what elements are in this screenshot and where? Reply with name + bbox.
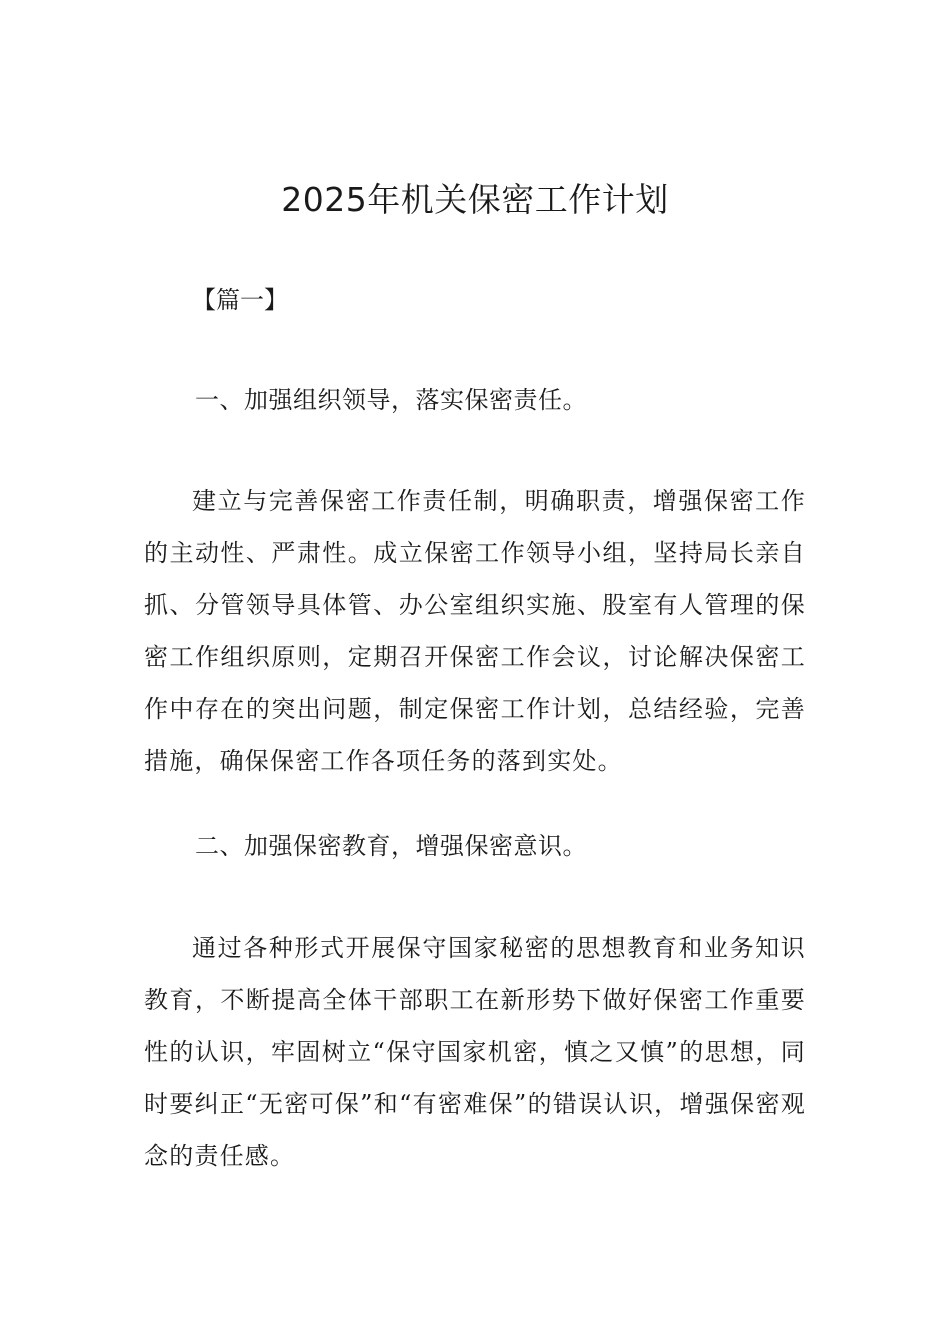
document-title: 2025年机关保密工作计划 xyxy=(281,180,669,219)
section-heading-2: 二、加强保密教育，增强保密意识。 xyxy=(195,832,587,860)
section-tag: 【篇一】 xyxy=(192,286,288,314)
section-heading-1: 一、加强组织领导，落实保密责任。 xyxy=(195,386,587,414)
section-paragraph-1: 建立与完善保密工作责任制，明确职责，增强保密工作的主动性、严肃性。成立保密工作领导小组，坚持局长亲自抓、分管领导具体管、办公室组织实施、股室有人管理的保密工作组织原则，定期召开保密工作会议，讨论解决保密工作中存在的突出问题，制定保密工作计划，总结经验，完善措施，确保保密工作各项任务的落到实处。 xyxy=(144,487,806,775)
section-paragraph-2: 通过各种形式开展保守国家秘密的思想教育和业务知识教育，不断提高全体干部职工在新形势下做好保密工作重要性的认识，牢固树立“保守国家机密，慎之又慎”的思想，同时要纠正“无密可保”和“有密难保”的错误认识，增强保密观念的责任感。 xyxy=(144,934,806,1170)
